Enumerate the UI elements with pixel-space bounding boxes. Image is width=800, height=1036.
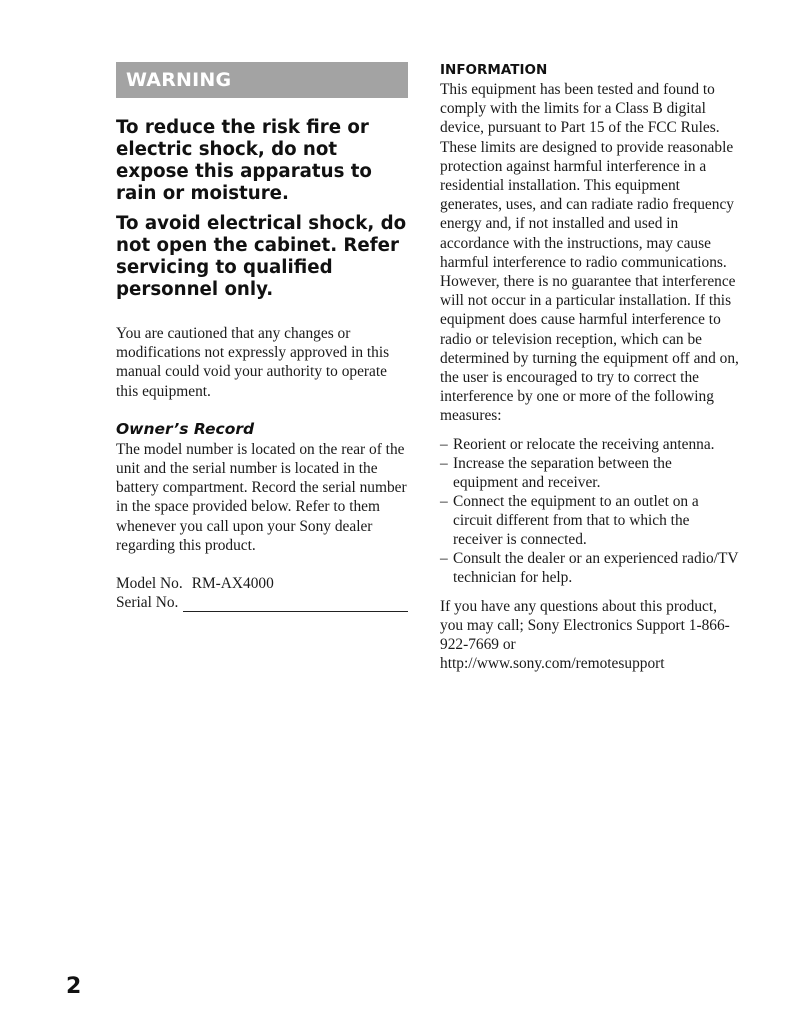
model-number-row — [116, 574, 408, 593]
caution-paragraph: You are cautioned that any changes or modifications not expressly approved in this manual could void your authority to operate this equipment. — [116, 325, 390, 400]
warning-heading-moisture: To reduce the risk fire or electric shock, do not expose this apparatus to rain or moisture. — [116, 117, 372, 204]
model-value: RM-AX4000 — [191, 575, 274, 593]
serial-number-blank-line — [183, 596, 408, 612]
measure-text: Increase the separation between the equipment and receiver. — [453, 454, 672, 491]
measures-list — [440, 435, 740, 587]
model-label: Model No. — [116, 575, 183, 593]
dash-bullet: – — [440, 435, 448, 453]
list-item — [440, 492, 740, 549]
serial-number-row — [116, 593, 408, 612]
warning-heading-cabinet: To avoid electrical shock, do not open the cabinet. Refer servicing to qualified personnel only. — [116, 213, 407, 300]
right-column — [440, 62, 740, 673]
serial-label: Serial No. — [116, 594, 179, 612]
dash-bullet: – — [440, 454, 448, 472]
list-item — [440, 454, 740, 492]
measure-text: Consult the dealer or an experienced radio/TV technician for help. — [453, 549, 739, 586]
dash-bullet: – — [440, 492, 448, 510]
dash-bullet: – — [440, 549, 448, 567]
page-number: 2 — [66, 974, 82, 999]
warning-banner — [116, 62, 408, 98]
left-column — [116, 62, 408, 612]
measure-text: Connect the equipment to an outlet on a circuit different from that to which the receiver is connected. — [453, 492, 699, 548]
owners-record-paragraph: The model number is located on the rear of the unit and the serial number is located in the battery compartment. Record the serial number in the space provided below. Refer to them whenever you call upon your Sony dealer regarding this product. — [116, 440, 407, 554]
owners-record-title: Owner’s Record — [116, 419, 255, 438]
list-item — [440, 435, 740, 454]
information-paragraph: This equipment has been tested and found to comply with the limits for a Class B digital device, pursuant to Part 15 of the FCC Rules. These limits are designed to provide reasonable protection against harmful interference in a residential installation. This equipment generates, uses, and can radiate radio frequency energy and, if not installed and used in accordance with the instructions, may cause harmful interference to radio communications. However, there is no guarantee that interference will not occur in a particular installation. If this equipment does cause harmful interference to radio or television reception, which can be determined by turning the equipment off and on, the user is encouraged to try to correct the interference by one or more of the following measures: — [440, 81, 739, 425]
contact-paragraph: If you have any questions about this product, you may call; Sony Electronics Support 1-866-922-7669 or http://www.sony.com/remotesupport — [440, 597, 730, 673]
measure-text: Reorient or relocate the receiving antenna. — [453, 435, 715, 453]
information-heading: INFORMATION — [440, 62, 548, 78]
warning-label: WARNING — [126, 69, 232, 91]
list-item — [440, 549, 740, 587]
